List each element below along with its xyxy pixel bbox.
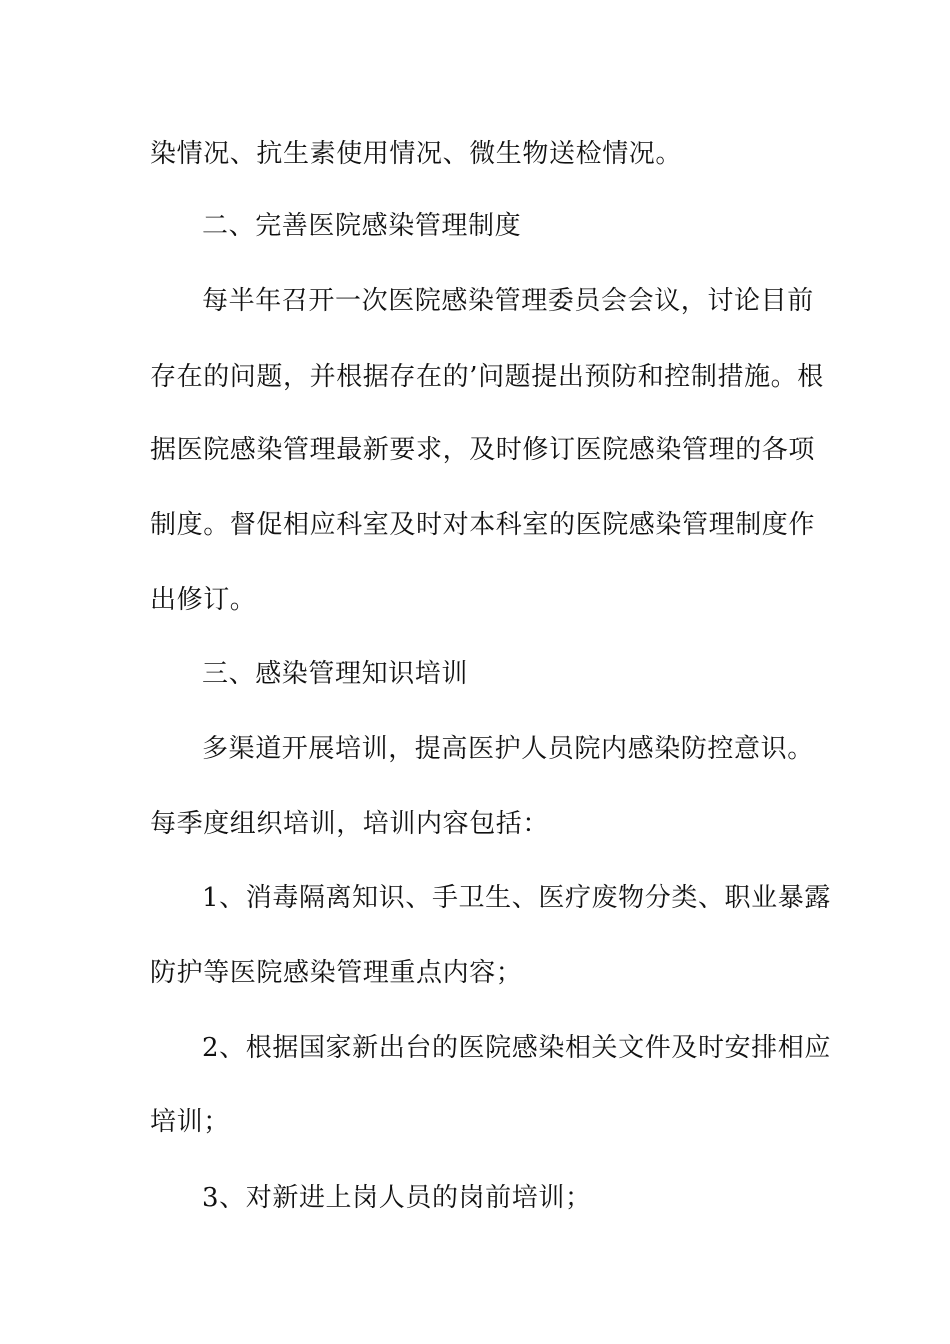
paragraph-line: 制度。督促相应科室及时对本科室的医院感染管理制度作 [150, 510, 816, 540]
paragraph-line: 每季度组织培训，培训内容包括： [150, 809, 550, 839]
paragraph-line: 每半年召开一次医院感染管理委员会会议，讨论目前 [202, 286, 814, 316]
paragraph-line: 出修订。 [150, 585, 257, 615]
paragraph-line: 多渠道开展培训，提高医护人员院内感染防控意识。 [202, 734, 814, 764]
list-item-line: 1、消毒隔离知识、手卫生、医疗废物分类、职业暴露 [202, 883, 831, 913]
list-item-line: 培训； [150, 1107, 230, 1137]
paragraph-line: 存在的问题，并根据存在的’问题提出预防和控制措施。根 [150, 362, 824, 392]
paragraph-line: 据医院感染管理最新要求，及时修订医院感染管理的各项 [150, 435, 816, 465]
paragraph-line: 染情况、抗生素使用情况、微生物送检情况。 [150, 139, 683, 169]
list-item-line: 3、对新进上岗人员的岗前培训； [202, 1183, 592, 1213]
section-heading: 二、完善医院感染管理制度 [202, 211, 522, 241]
section-heading: 三、感染管理知识培训 [202, 659, 469, 689]
list-item-line: 2、根据国家新出台的医院感染相关文件及时安排相应 [202, 1033, 831, 1063]
list-item-line: 防护等医院感染管理重点内容； [150, 958, 523, 988]
